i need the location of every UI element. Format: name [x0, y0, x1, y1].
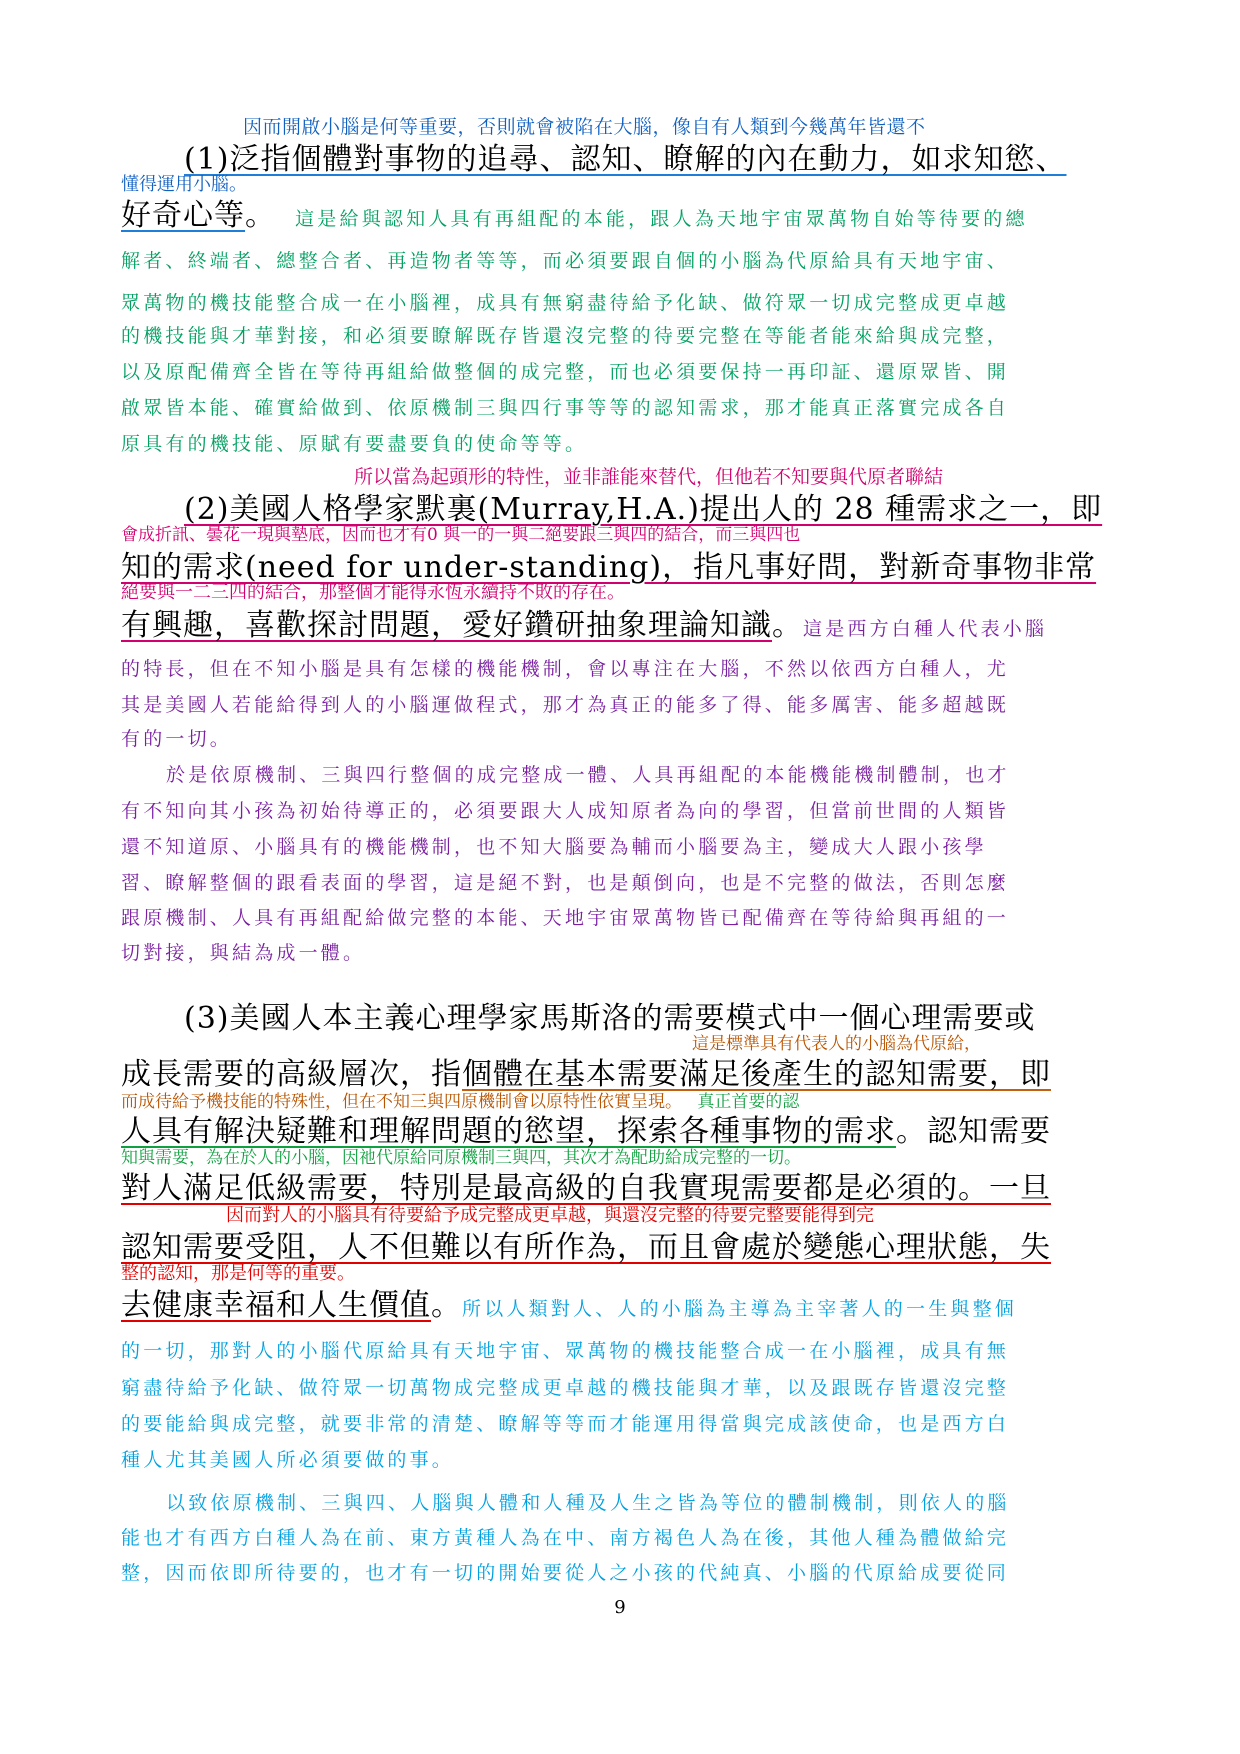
point-2-text: 有興趣，喜歡探討問題，愛好鑽研抽象理論知識 — [121, 608, 772, 643]
p3-body-line: 窮盡待給予化缺、做符眾一切萬物成完整成更卓越的機技能與才華，以及跟既存皆還沒完整 — [121, 1377, 1010, 1399]
annotation-3-d: 因而對人的小腦具有待要給予成完整成更卓越，與還沒完整的待要完整要能得到完 — [226, 1205, 874, 1226]
p2-body2-line: 還不知道原、小腦具有的機能機制，也不知大腦要為輔而小腦要為主，變成大人跟小孩學 — [121, 836, 987, 858]
p2-body-line: 其是美國人若能給得到人的小腦運做程式，那才為真正的能多了得、能多厲害、能多超越既 — [121, 694, 1010, 716]
point-1-inline-note: 這是給與認知人具有再組配的本能，跟人為天地宇宙眾萬物自始等待要的總 — [295, 208, 1028, 230]
annotation-3-b-note: 真正首要的認 — [697, 1092, 800, 1112]
heading-point-1: (1)泛指個體對事物的追尋、認知、瞭解的內在動力，如求知慾、 — [184, 142, 1067, 177]
p3-body2-line: 以致依原機制、三與四、人腦與人體和人種及人生之皆為等位的體制機制，則依人的腦 — [166, 1492, 1010, 1514]
annotation-top-1: 因而開啟小腦是何等重要，否則就會被陷在大腦，像自有人類到今幾萬年皆還不 — [243, 116, 926, 138]
p3-body2-line: 能也才有西方白種人為在前、東方黃種人為在中、南方褐色人為在後，其他人種為體做給完 — [121, 1527, 1010, 1549]
point-2-punct: 。 — [772, 608, 803, 643]
annotation-3-a: 這是標準具有代表人的小腦為代原給， — [692, 1034, 981, 1054]
point-3-underlined-need: 人具有解決疑難和理解問題的慾望，探索各種事物的需求 — [121, 1114, 896, 1149]
point-3-text-rest: 。認知需要 — [896, 1114, 1051, 1149]
p2-body2-line: 切對接，與結為成一體。 — [121, 942, 366, 964]
p2-body-line: 有的一切。 — [121, 728, 233, 750]
point-3-line-f — [121, 1280, 1017, 1324]
point-2-inline-note: 這是西方白種人代表小腦 — [803, 618, 1048, 640]
p2-body2-line: 習、瞭解整個的跟看表面的學習，這是絕不對，也是顛倒向，也是不完整的做法，否則怎麼 — [121, 872, 1010, 894]
annotation-3-e: 整的認知，那是何等的重要。 — [121, 1263, 355, 1284]
p1-body-line: 的機技能與才華對接，和必須要瞭解既存皆還沒完整的待要完整在等能者能來給與成完整， — [121, 325, 1010, 347]
point-2-line-b: 知的需求(need for under-standing)，指凡事好問，對新奇事物非常 — [121, 550, 1097, 585]
p3-body2-line: 整，因而依即所待要的，也才有一切的開始要從人之小孩的代純真、小腦的代原給成要從同 — [121, 1562, 1010, 1584]
p2-body2-line: 於是依原機制、三與四行整個的成完整成一體、人具再組配的本能機能機制體制，也才 — [166, 764, 1010, 786]
p2-body2-line: 有不知向其小孩為初始待導正的，必須要跟大人成知原者為向的學習，但當前世間的人類皆 — [121, 800, 1010, 822]
annotation-2-b: 絕要與一二三四的結合，那整個才能得永恆永續持不敗的存在。 — [121, 582, 625, 603]
point-3-line-e: 認知需要受阻，人不但難以有所作為，而且會處於變態心理狀態，失 — [121, 1230, 1051, 1265]
annotation-2-a: 會成折訊、曇花一現與墊底，因而也才有0 與一的一與二絕要跟三與四的結合，而三與四也 — [121, 525, 801, 545]
point-1-continuation — [121, 190, 1028, 234]
point-2-line-c — [121, 600, 1047, 644]
annotation-3-c: 知與需要，為在於人的小腦，因祂代原給同原機制三與四，其次才為配助給成完整的一切。 — [121, 1148, 801, 1168]
p1-body-line: 啟眾皆本能、確實給做到、依原機制三與四行事等等的認知需求，那才能真正落實完成各自 — [121, 397, 1010, 419]
point-3-inline-note: 所以人類對人、人的小腦為主導為主宰著人的一生與整個 — [462, 1298, 1018, 1320]
p1-body-line: 眾萬物的機技能整合成一在小腦裡，成具有無窮盡待給予化缺、做符眾一切成完整成更卓越 — [121, 292, 1010, 314]
annotation-3-b-text: 而成待給予機技能的特殊性，但在不知三與四原機制會以原特性依實呈現。 — [121, 1092, 682, 1112]
annotation-top-2: 所以當為起頭形的特性，並非誰能來替代，但他若不知要與代原者聯結 — [354, 466, 944, 488]
annotation-mid-1: 懂得運用小腦。 — [121, 174, 247, 195]
page-number: 9 — [614, 1597, 626, 1618]
point-3-text-plain: 成長需要的高級層次，指 — [121, 1057, 462, 1092]
p1-body-line: 以及原配備齊全皆在等待再組給做整個的成完整，而也必須要保持一再印証、還原眾皆、開 — [121, 361, 1010, 383]
point-1-punct: 。 — [245, 198, 276, 233]
p3-body-line: 的一切，那對人的小腦代原給具有天地宇宙、眾萬物的機技能整合成一在小腦裡，成具有無 — [121, 1340, 1010, 1362]
point-3-text-underlined: 個體在基本需要滿足後產生的認知需要，即 — [462, 1057, 1051, 1092]
p1-body-line: 解者、終端者、總整合者、再造物者等等，而必須要跟自個的小腦為代原給具有天地宇宙、 — [121, 250, 1010, 272]
point-3-punct-f: 。 — [431, 1288, 462, 1323]
heading-point-3: (3)美國人本主義心理學家馬斯洛的需要模式中一個心理需要或 — [184, 1001, 1036, 1036]
point-3-text-f: 去健康幸福和人生價值 — [121, 1288, 431, 1323]
heading-point-2: (2)美國人格學家默裏(Murray,H.A.)提出人的 28 種需求之一，即 — [184, 492, 1103, 527]
p2-body-line: 的特長，但在不知小腦是具有怎樣的機能機制，會以專注在大腦，不然以依西方白種人，尤 — [121, 658, 1010, 680]
point-1-text: 好奇心等 — [121, 198, 245, 233]
p1-body-line: 原具有的機技能、原賦有要盡要負的使命等等。 — [121, 433, 588, 455]
p3-body-line: 的要能給與成完整，就要非常的清楚、瞭解等等而才能運用得當與完成該使命，也是西方白 — [121, 1413, 1010, 1435]
p2-body2-line: 跟原機制、人具有再組配給做完整的本能、天地宇宙眾萬物皆已配備齊在等待給與再組的一 — [121, 907, 1010, 929]
point-3-line-d: 對人滿足低級需要，特別是最高級的自我實現需要都是必須的。一旦 — [121, 1171, 1051, 1206]
p3-body-line: 種人尤其美國人所必須要做的事。 — [121, 1449, 455, 1471]
